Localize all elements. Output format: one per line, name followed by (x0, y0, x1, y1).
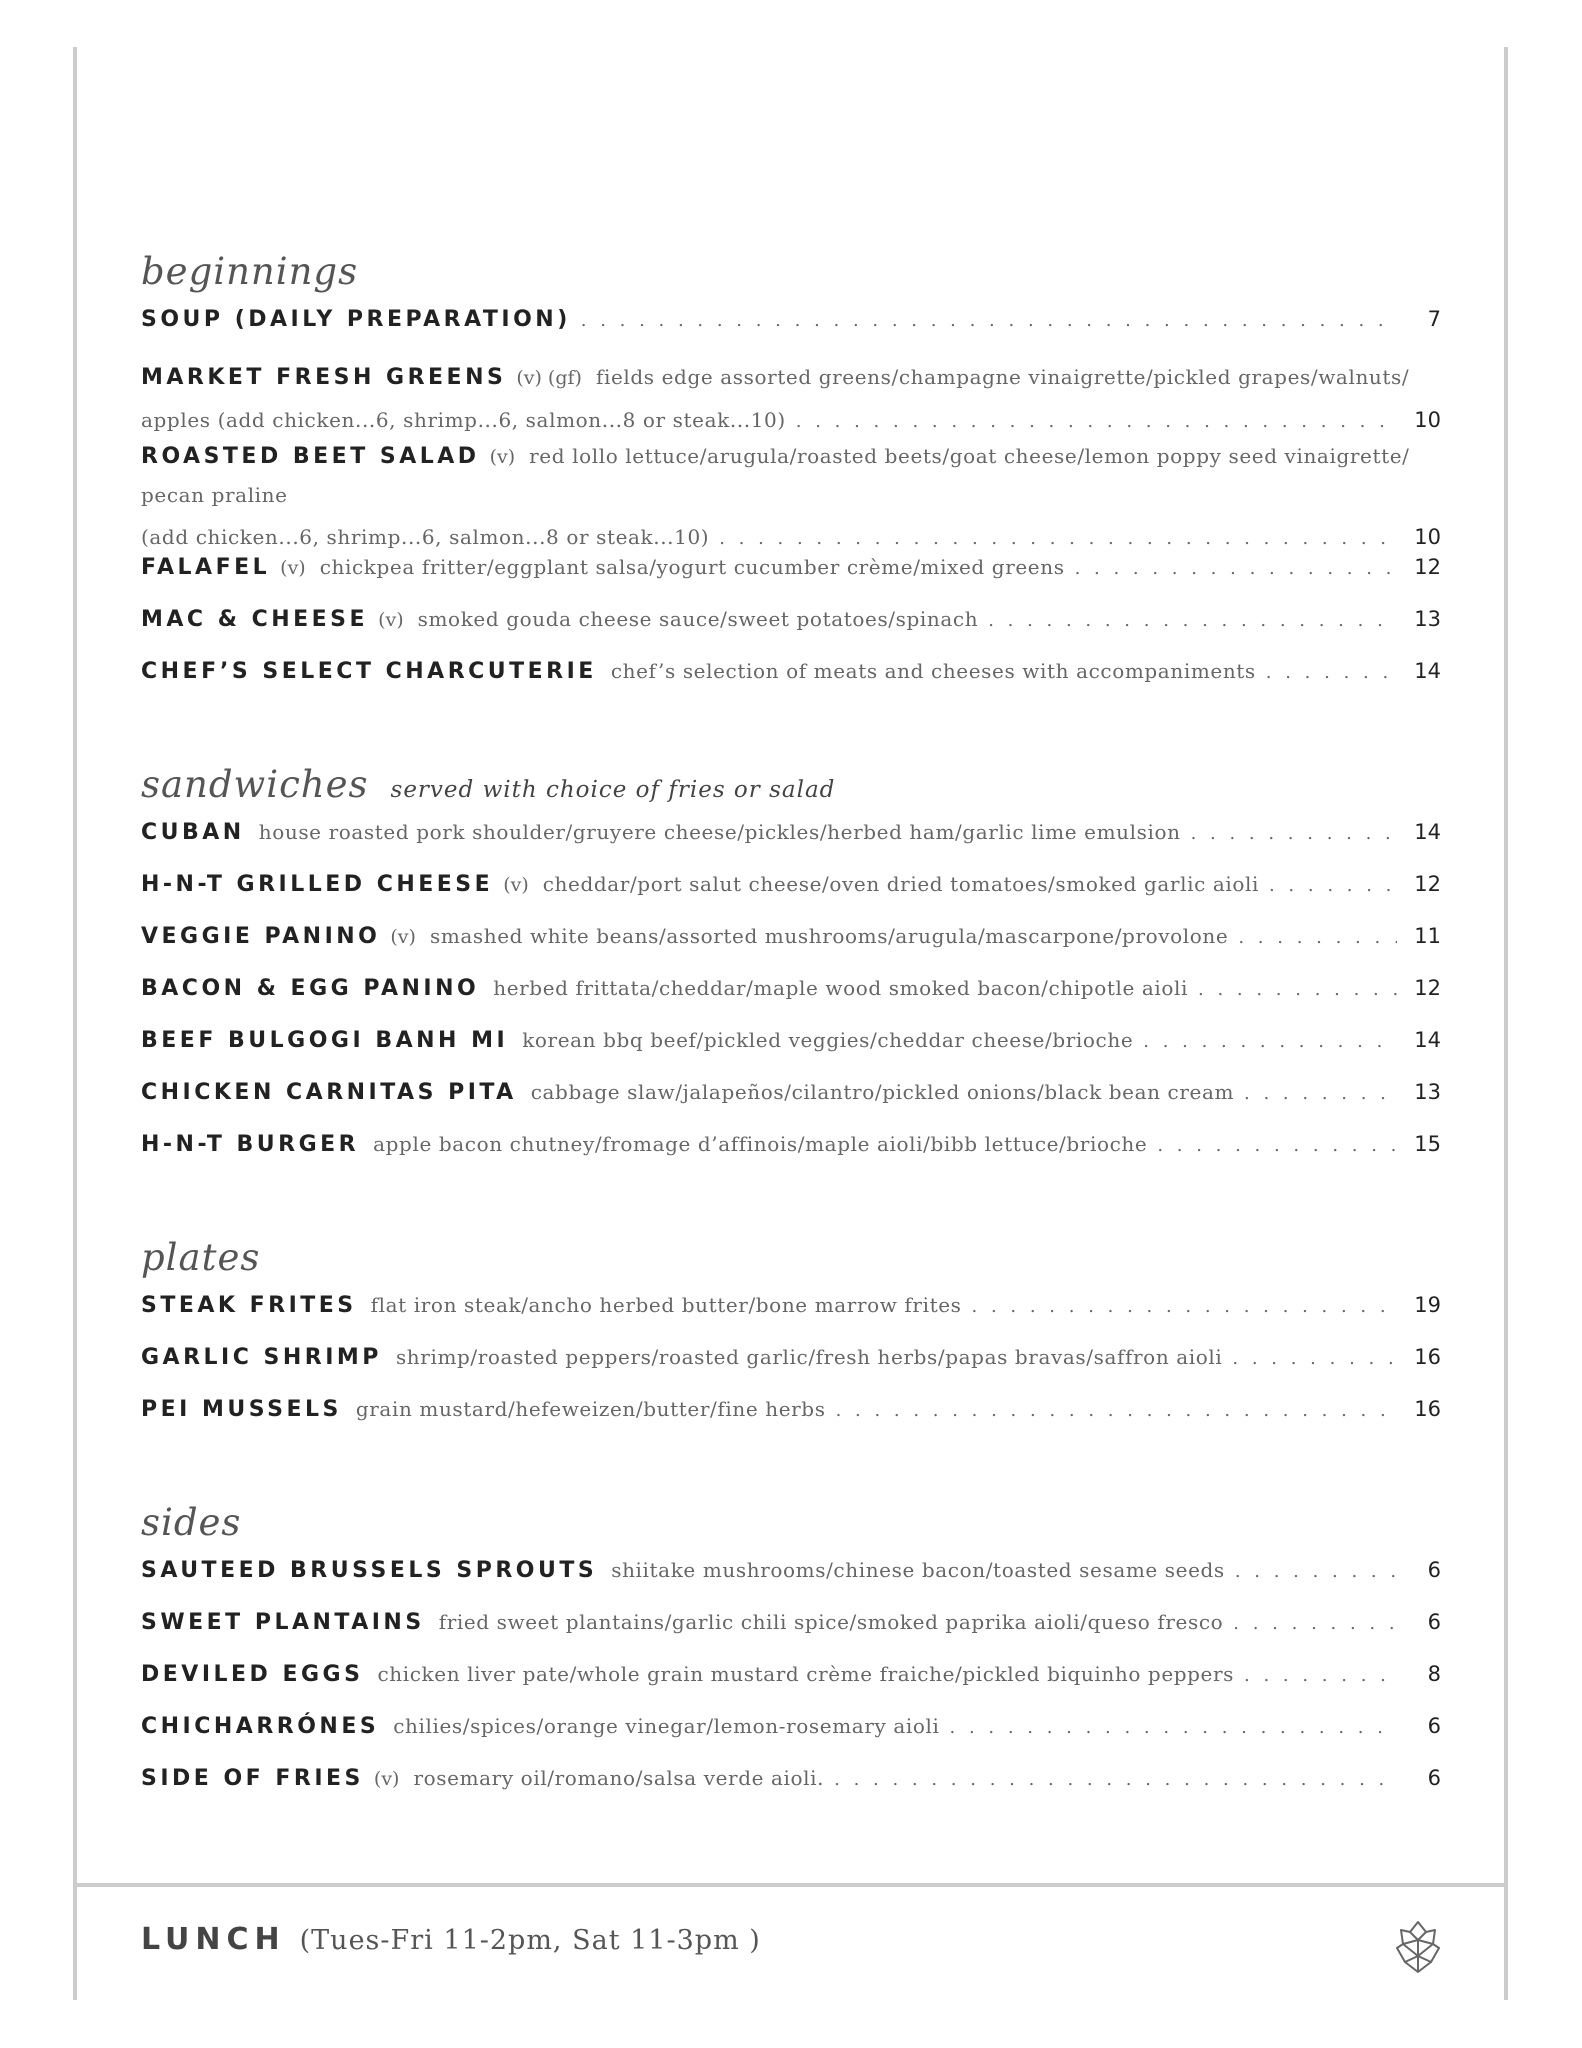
section-title: plates (141, 1236, 261, 1279)
leader-dots (988, 610, 1397, 631)
section-plates (141, 1236, 1441, 1449)
item-description: red lollo lettuce/arugula/roasted beets/goat cheese/lemon poppy seed vinaigrette/ (529, 444, 1410, 468)
item-price: 8 (1427, 1662, 1441, 1686)
footer-divider (73, 1883, 1508, 1887)
item-description: cheddar/port salut cheese/oven dried tomatoes/smoked garlic aioli (542, 872, 1259, 896)
menu-item (141, 1558, 1441, 1610)
menu-item (141, 872, 1441, 924)
leader-dots (1235, 1561, 1397, 1582)
item-name: SOUP (DAILY PREPARATION) (141, 307, 571, 332)
item-name: MAC & CHEESE (141, 607, 369, 632)
menu-item (141, 924, 1441, 976)
leader-dots (581, 310, 1397, 331)
leader-dots (950, 1717, 1398, 1738)
leader-dots (1266, 662, 1397, 683)
item-price: 6 (1427, 1610, 1441, 1634)
item-description: chickpea fritter/eggplant salsa/yogurt cucumber crème/mixed greens (319, 555, 1065, 579)
item-tag: (v) (503, 874, 529, 896)
item-name: H-N-T BURGER (141, 1132, 360, 1157)
menu-item (141, 976, 1441, 1028)
item-price: 6 (1427, 1558, 1441, 1582)
leader-dots (1232, 1348, 1397, 1369)
footer (141, 1922, 761, 1957)
item-description: flat iron steak/ancho herbed butter/bone marrow frites (370, 1293, 962, 1317)
item-name: H-N-T GRILLED CHEESE (141, 872, 494, 897)
leader-dots (796, 411, 1397, 432)
leader-dots (719, 528, 1397, 549)
item-price: 16 (1414, 1397, 1441, 1421)
item-price: 10 (1414, 525, 1441, 549)
item-name: PEI MUSSELS (141, 1397, 342, 1422)
item-name: ROASTED BEET SALAD (141, 444, 480, 469)
item-description-cont: apples (add chicken...6, shrimp...6, salmon...8 or steak...10) (141, 408, 786, 432)
menu-item (141, 1132, 1441, 1184)
item-name: GARLIC SHRIMP (141, 1345, 382, 1370)
item-description: shiitake mushrooms/chinese bacon/toasted sesame seeds (611, 1558, 1225, 1582)
item-description: chef’s selection of meats and cheeses with accompaniments (610, 659, 1256, 683)
item-price: 16 (1414, 1345, 1441, 1369)
item-description: cabbage slaw/jalapeños/cilantro/pickled onions/black bean cream (530, 1080, 1235, 1104)
item-name: FALAFEL (141, 555, 271, 580)
menu-item (141, 1610, 1441, 1662)
item-tag: (v) (489, 446, 516, 468)
section-title: sandwiches (141, 763, 369, 806)
menu-item (141, 1397, 1441, 1449)
item-name: CUBAN (141, 820, 245, 845)
leader-dots (1157, 1135, 1397, 1156)
item-tag: (v) (373, 1768, 400, 1790)
menu-content (141, 250, 1441, 1870)
item-name: BEEF BULGOGI BANH MI (141, 1028, 509, 1053)
item-price: 6 (1427, 1714, 1441, 1738)
item-description: grain mustard/hefeweizen/butter/fine herbs (355, 1397, 826, 1421)
item-price: 13 (1414, 607, 1441, 631)
footer-label: LUNCH (141, 1922, 286, 1957)
item-price: 19 (1414, 1293, 1441, 1317)
item-description: fields edge assorted greens/champagne vinaigrette/pickled grapes/walnuts/ (595, 365, 1410, 389)
menu-item (141, 307, 1441, 359)
menu-item (141, 1714, 1441, 1766)
item-description-add: (add chicken...6, shrimp...6, salmon...8 or steak...10) (141, 525, 710, 549)
item-price: 10 (1414, 408, 1441, 432)
section-note: served with choice of fries or salad (390, 777, 836, 803)
item-description: house roasted pork shoulder/gruyere cheese/pickles/herbed ham/garlic lime emulsion (258, 820, 1181, 844)
item-name: CHEF’S SELECT CHARCUTERIE (141, 659, 597, 684)
menu-item (141, 438, 1441, 555)
item-price: 12 (1414, 976, 1441, 1000)
item-name: SAUTEED BRUSSELS SPROUTS (141, 1558, 598, 1583)
item-price: 12 (1414, 872, 1441, 896)
item-description: chicken liver pate/whole grain mustard crème fraiche/pickled biquinho peppers (377, 1662, 1235, 1686)
leader-dots (1238, 927, 1397, 948)
item-price: 14 (1414, 659, 1441, 683)
item-description: apple bacon chutney/fromage d’affinois/maple aioli/bibb lettuce/brioche (373, 1132, 1148, 1156)
item-description: chilies/spices/orange vinegar/lemon-rosemary aioli (393, 1714, 940, 1738)
menu-item (141, 1345, 1441, 1397)
section-beginnings (141, 250, 1441, 711)
item-description: rosemary oil/romano/salsa verde aioli. (413, 1766, 825, 1790)
item-name: CHICHARRÓNES (141, 1714, 380, 1739)
menu-item (141, 607, 1441, 659)
item-tag: (v) (378, 609, 404, 631)
leader-dots (1233, 1613, 1397, 1634)
item-name: BACON & EGG PANINO (141, 976, 480, 1001)
leader-dots (1269, 875, 1397, 896)
menu-item (141, 820, 1441, 872)
item-name: DEVILED EGGS (141, 1662, 364, 1687)
frame-right-border (1504, 47, 1508, 2000)
menu-item (141, 555, 1441, 607)
item-name: STEAK FRITES (141, 1293, 357, 1318)
leader-dots (1191, 823, 1397, 844)
item-tag: (v) (390, 926, 416, 948)
menu-item (141, 659, 1441, 711)
item-description: korean bbq beef/pickled veggies/cheddar cheese/brioche (522, 1028, 1134, 1052)
menu-item (141, 359, 1441, 438)
leader-dots (1244, 1665, 1397, 1686)
item-description: smoked gouda cheese sauce/sweet potatoes/spinach (417, 607, 979, 631)
menu-item (141, 1080, 1441, 1132)
menu-item (141, 1293, 1441, 1345)
footer-hours: (Tues-Fri 11-2pm, Sat 11-3pm ) (299, 1925, 761, 1956)
item-price: 11 (1414, 924, 1441, 948)
leader-dots (972, 1296, 1397, 1317)
frame-left-border (73, 47, 77, 2000)
item-description: smashed white beans/assorted mushrooms/arugula/mascarpone/provolone (429, 924, 1229, 948)
item-price: 13 (1414, 1080, 1441, 1104)
menu-item (141, 1766, 1441, 1818)
item-price: 7 (1427, 307, 1441, 331)
leader-dots (1198, 979, 1397, 1000)
section-sides (141, 1501, 1441, 1818)
item-tag: (v) (gf) (516, 367, 582, 389)
item-price: 14 (1414, 1028, 1441, 1052)
menu-item (141, 1662, 1441, 1714)
leader-dots (1244, 1083, 1397, 1104)
leader-dots (836, 1400, 1397, 1421)
section-title: beginnings (141, 250, 359, 293)
leader-dots (1075, 558, 1397, 579)
item-name: VEGGIE PANINO (141, 924, 381, 949)
item-name: CHICKEN CARNITAS PITA (141, 1080, 517, 1105)
section-sandwiches (141, 763, 1441, 1184)
item-description: fried sweet plantains/garlic chili spice/smoked paprika aioli/queso fresco (438, 1610, 1224, 1634)
item-tag: (v) (280, 557, 306, 579)
item-price: 12 (1414, 555, 1441, 579)
item-name: SWEET PLANTAINS (141, 1610, 425, 1635)
item-description: shrimp/roasted peppers/roasted garlic/fresh herbs/papas bravas/saffron aioli (395, 1345, 1223, 1369)
leader-dots (1143, 1031, 1397, 1052)
item-description-cont: pecan praline (141, 483, 288, 507)
leader-dots (834, 1769, 1397, 1790)
item-name: MARKET FRESH GREENS (141, 365, 507, 390)
section-title: sides (141, 1501, 242, 1544)
artichoke-logo-icon (1393, 1918, 1443, 1976)
item-price: 14 (1414, 820, 1441, 844)
item-description: herbed frittata/cheddar/maple wood smoked bacon/chipotle aioli (493, 976, 1189, 1000)
item-price: 15 (1414, 1132, 1441, 1156)
menu-item (141, 1028, 1441, 1080)
item-price: 6 (1427, 1766, 1441, 1790)
item-name: SIDE OF FRIES (141, 1766, 364, 1791)
